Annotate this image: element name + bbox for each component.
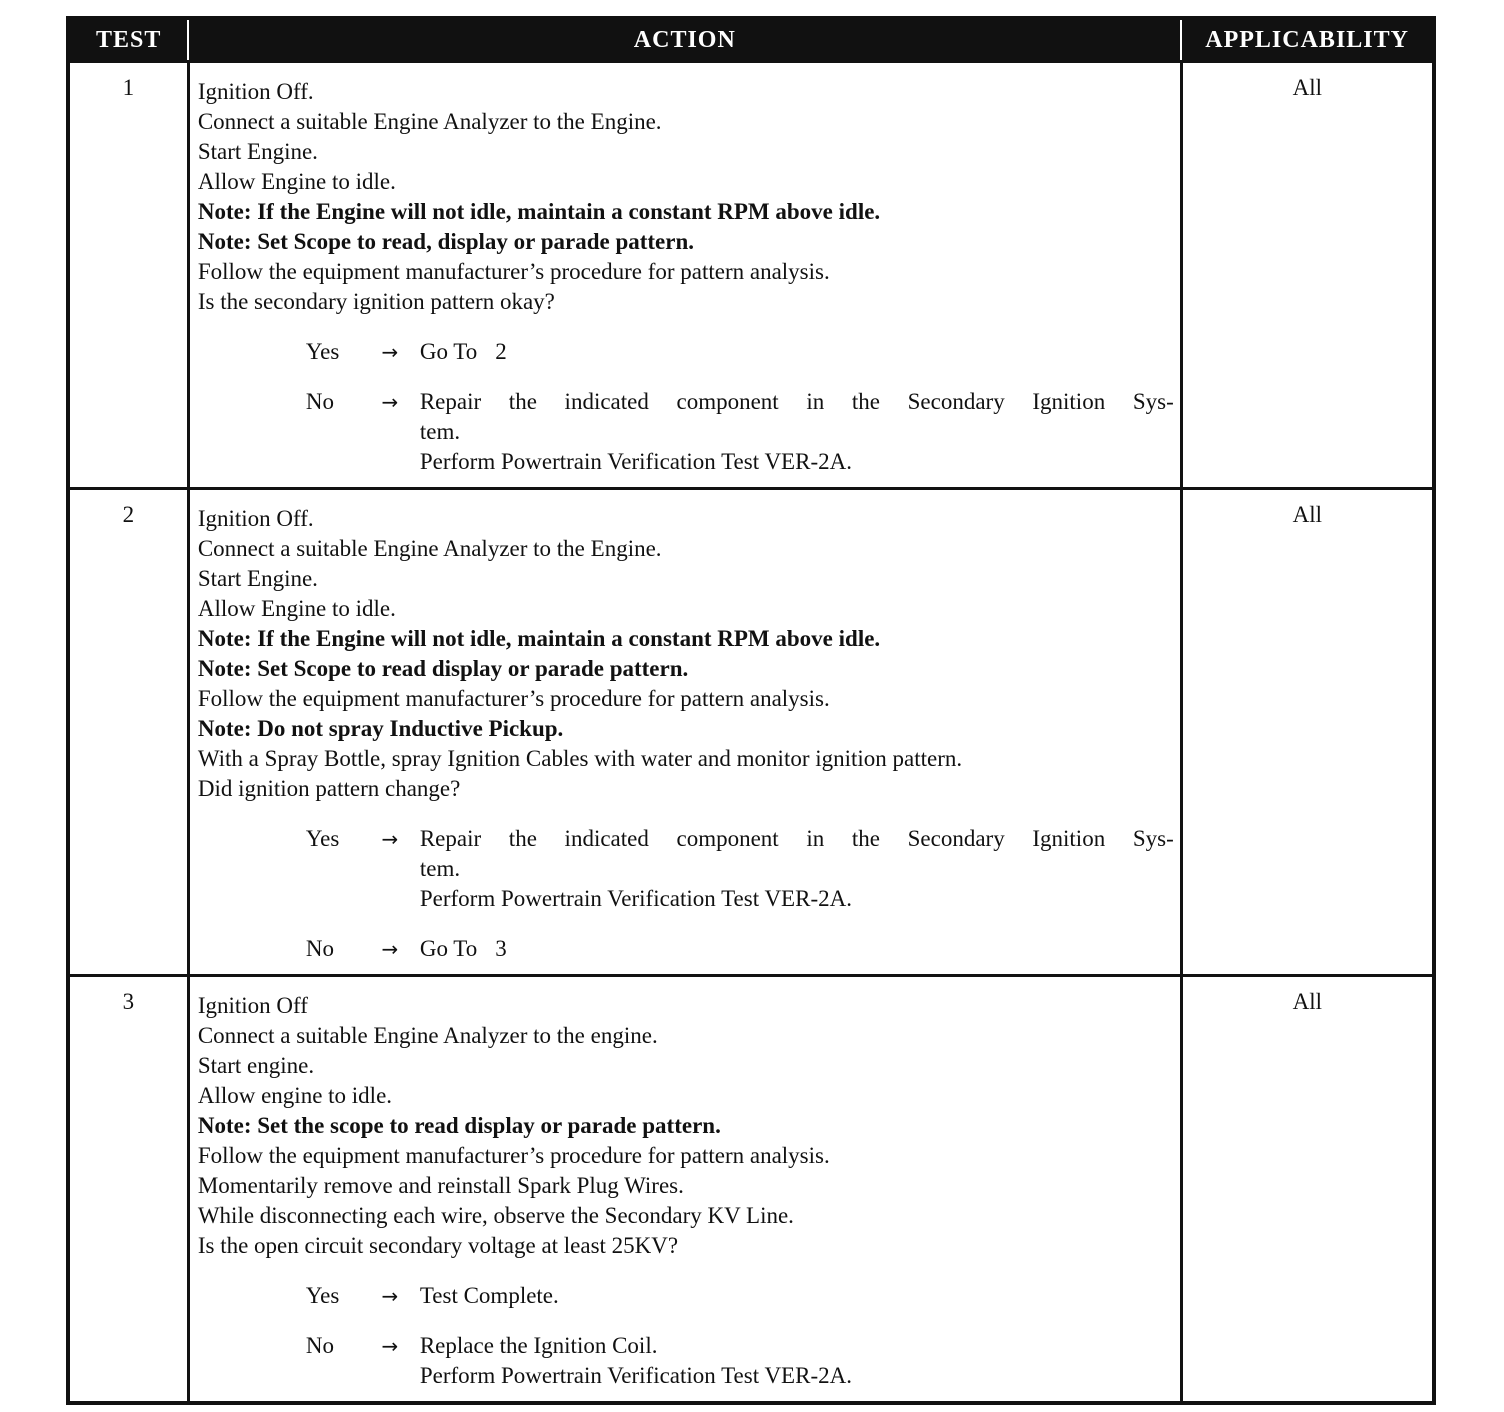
- action-step: Connect a suitable Engine Analyzer to the engine.: [197, 1023, 658, 1048]
- outcome-no: [198, 1331, 1174, 1391]
- outcome-result: [420, 824, 1174, 914]
- test-number: 3: [68, 976, 188, 1404]
- applicability-cell: All: [1181, 62, 1434, 489]
- outcome-result-line: Replace the Ignition Coil.: [419, 1333, 658, 1358]
- goto-reference: [420, 934, 1174, 964]
- outcome-result-line: tem.: [419, 856, 461, 881]
- arrow-right-icon: →: [381, 1284, 399, 1308]
- outcome-yes: [198, 337, 1174, 367]
- test-number: 2: [68, 489, 188, 976]
- outcome-yes-label: Yes: [305, 1283, 340, 1308]
- table-row: [68, 976, 1434, 1404]
- action-step: Ignition Off.: [197, 506, 314, 531]
- action-step: Allow Engine to idle.: [197, 169, 396, 194]
- applicability-cell: All: [1181, 976, 1434, 1404]
- action-note: Note: If the Engine will not idle, maintain a constant RPM above idle.: [197, 199, 881, 224]
- action-step: Is the secondary ignition pattern okay?: [197, 289, 555, 314]
- outcome-no-label: No: [305, 936, 334, 961]
- action-step: Ignition Off: [197, 993, 308, 1018]
- action-note: Note: Set Scope to read display or parade pattern.: [197, 656, 689, 681]
- outcome-yes: [198, 1281, 1174, 1311]
- action-note: Note: Do not spray Inductive Pickup.: [197, 716, 564, 741]
- outcome-result: [420, 387, 1174, 477]
- outcome-result-line: Repair the indicated component in the Secondary Ignition Sys-: [419, 826, 1174, 851]
- arrow-right-icon: →: [381, 937, 399, 961]
- table-row: [68, 489, 1434, 976]
- action-step: Start Engine.: [197, 566, 318, 591]
- arrow-right-icon: →: [381, 390, 399, 414]
- outcome-yes-label: Yes: [305, 339, 340, 364]
- outcome-result-line: Perform Powertrain Verification Test VER-2A.: [419, 449, 852, 474]
- action-step: Allow engine to idle.: [197, 1083, 393, 1108]
- goto-target: 3: [495, 936, 507, 961]
- outcome-result-line: tem.: [419, 419, 461, 444]
- outcome-result: [420, 1281, 1174, 1311]
- outcome-result-line: Perform Powertrain Verification Test VER-2A.: [419, 886, 852, 911]
- outcome-result-line: Repair the indicated component in the Secondary Ignition Sys-: [419, 389, 1174, 414]
- table-row: [68, 62, 1434, 489]
- arrow-right-icon: →: [381, 1334, 399, 1358]
- action-step: Ignition Off.: [197, 79, 314, 104]
- goto-target: 2: [495, 339, 507, 364]
- outcome-yes-label: Yes: [305, 826, 340, 851]
- outcome-no: [198, 387, 1174, 477]
- arrow-right-icon: →: [381, 827, 399, 851]
- action-step: Follow the equipment manufacturer’s procedure for pattern analysis.: [197, 1143, 830, 1168]
- header-row: [68, 18, 1434, 62]
- arrow-right-icon: →: [381, 340, 399, 364]
- outcome-result: [420, 1331, 1174, 1391]
- action-cell: [188, 976, 1181, 1404]
- action-note: Note: Set Scope to read, display or parade pattern.: [197, 229, 695, 254]
- outcome-no-label: No: [305, 1333, 334, 1358]
- header-action: ACTION: [188, 18, 1181, 62]
- action-step: Momentarily remove and reinstall Spark Plug Wires.: [197, 1173, 684, 1198]
- action-step: Allow Engine to idle.: [197, 596, 396, 621]
- outcome-yes: [198, 824, 1174, 914]
- action-step: Follow the equipment manufacturer’s procedure for pattern analysis.: [197, 686, 830, 711]
- outcome-result-line: Test Complete.: [419, 1283, 559, 1308]
- action-step: Follow the equipment manufacturer’s procedure for pattern analysis.: [197, 259, 830, 284]
- header-test: TEST: [68, 18, 188, 62]
- header-applicability: APPLICABILITY: [1181, 18, 1434, 62]
- goto-label: Go To: [419, 936, 478, 961]
- outcome-result-line: Perform Powertrain Verification Test VER-2A.: [419, 1363, 852, 1388]
- goto-reference: [420, 337, 1174, 367]
- action-cell: [188, 62, 1181, 489]
- action-step: While disconnecting each wire, observe the Secondary KV Line.: [197, 1203, 794, 1228]
- action-step: Start engine.: [197, 1053, 315, 1078]
- action-note: Note: If the Engine will not idle, maintain a constant RPM above idle.: [197, 626, 881, 651]
- diagnostic-test-table: [66, 16, 1436, 1405]
- outcome-no-label: No: [305, 389, 334, 414]
- outcome-no: [198, 934, 1174, 964]
- action-step: Start Engine.: [197, 139, 318, 164]
- action-step: Is the open circuit secondary voltage at least 25KV?: [197, 1233, 679, 1258]
- action-cell: [188, 489, 1181, 976]
- action-step: Connect a suitable Engine Analyzer to the Engine.: [197, 109, 662, 134]
- action-note: Note: Set the scope to read display or parade pattern.: [197, 1113, 721, 1138]
- goto-label: Go To: [419, 339, 478, 364]
- action-step: With a Spray Bottle, spray Ignition Cables with water and monitor ignition pattern.: [197, 746, 963, 771]
- table-body: [68, 62, 1434, 1404]
- applicability-cell: All: [1181, 489, 1434, 976]
- test-number: 1: [68, 62, 188, 489]
- action-step: Connect a suitable Engine Analyzer to the Engine.: [197, 536, 662, 561]
- action-step: Did ignition pattern change?: [197, 776, 461, 801]
